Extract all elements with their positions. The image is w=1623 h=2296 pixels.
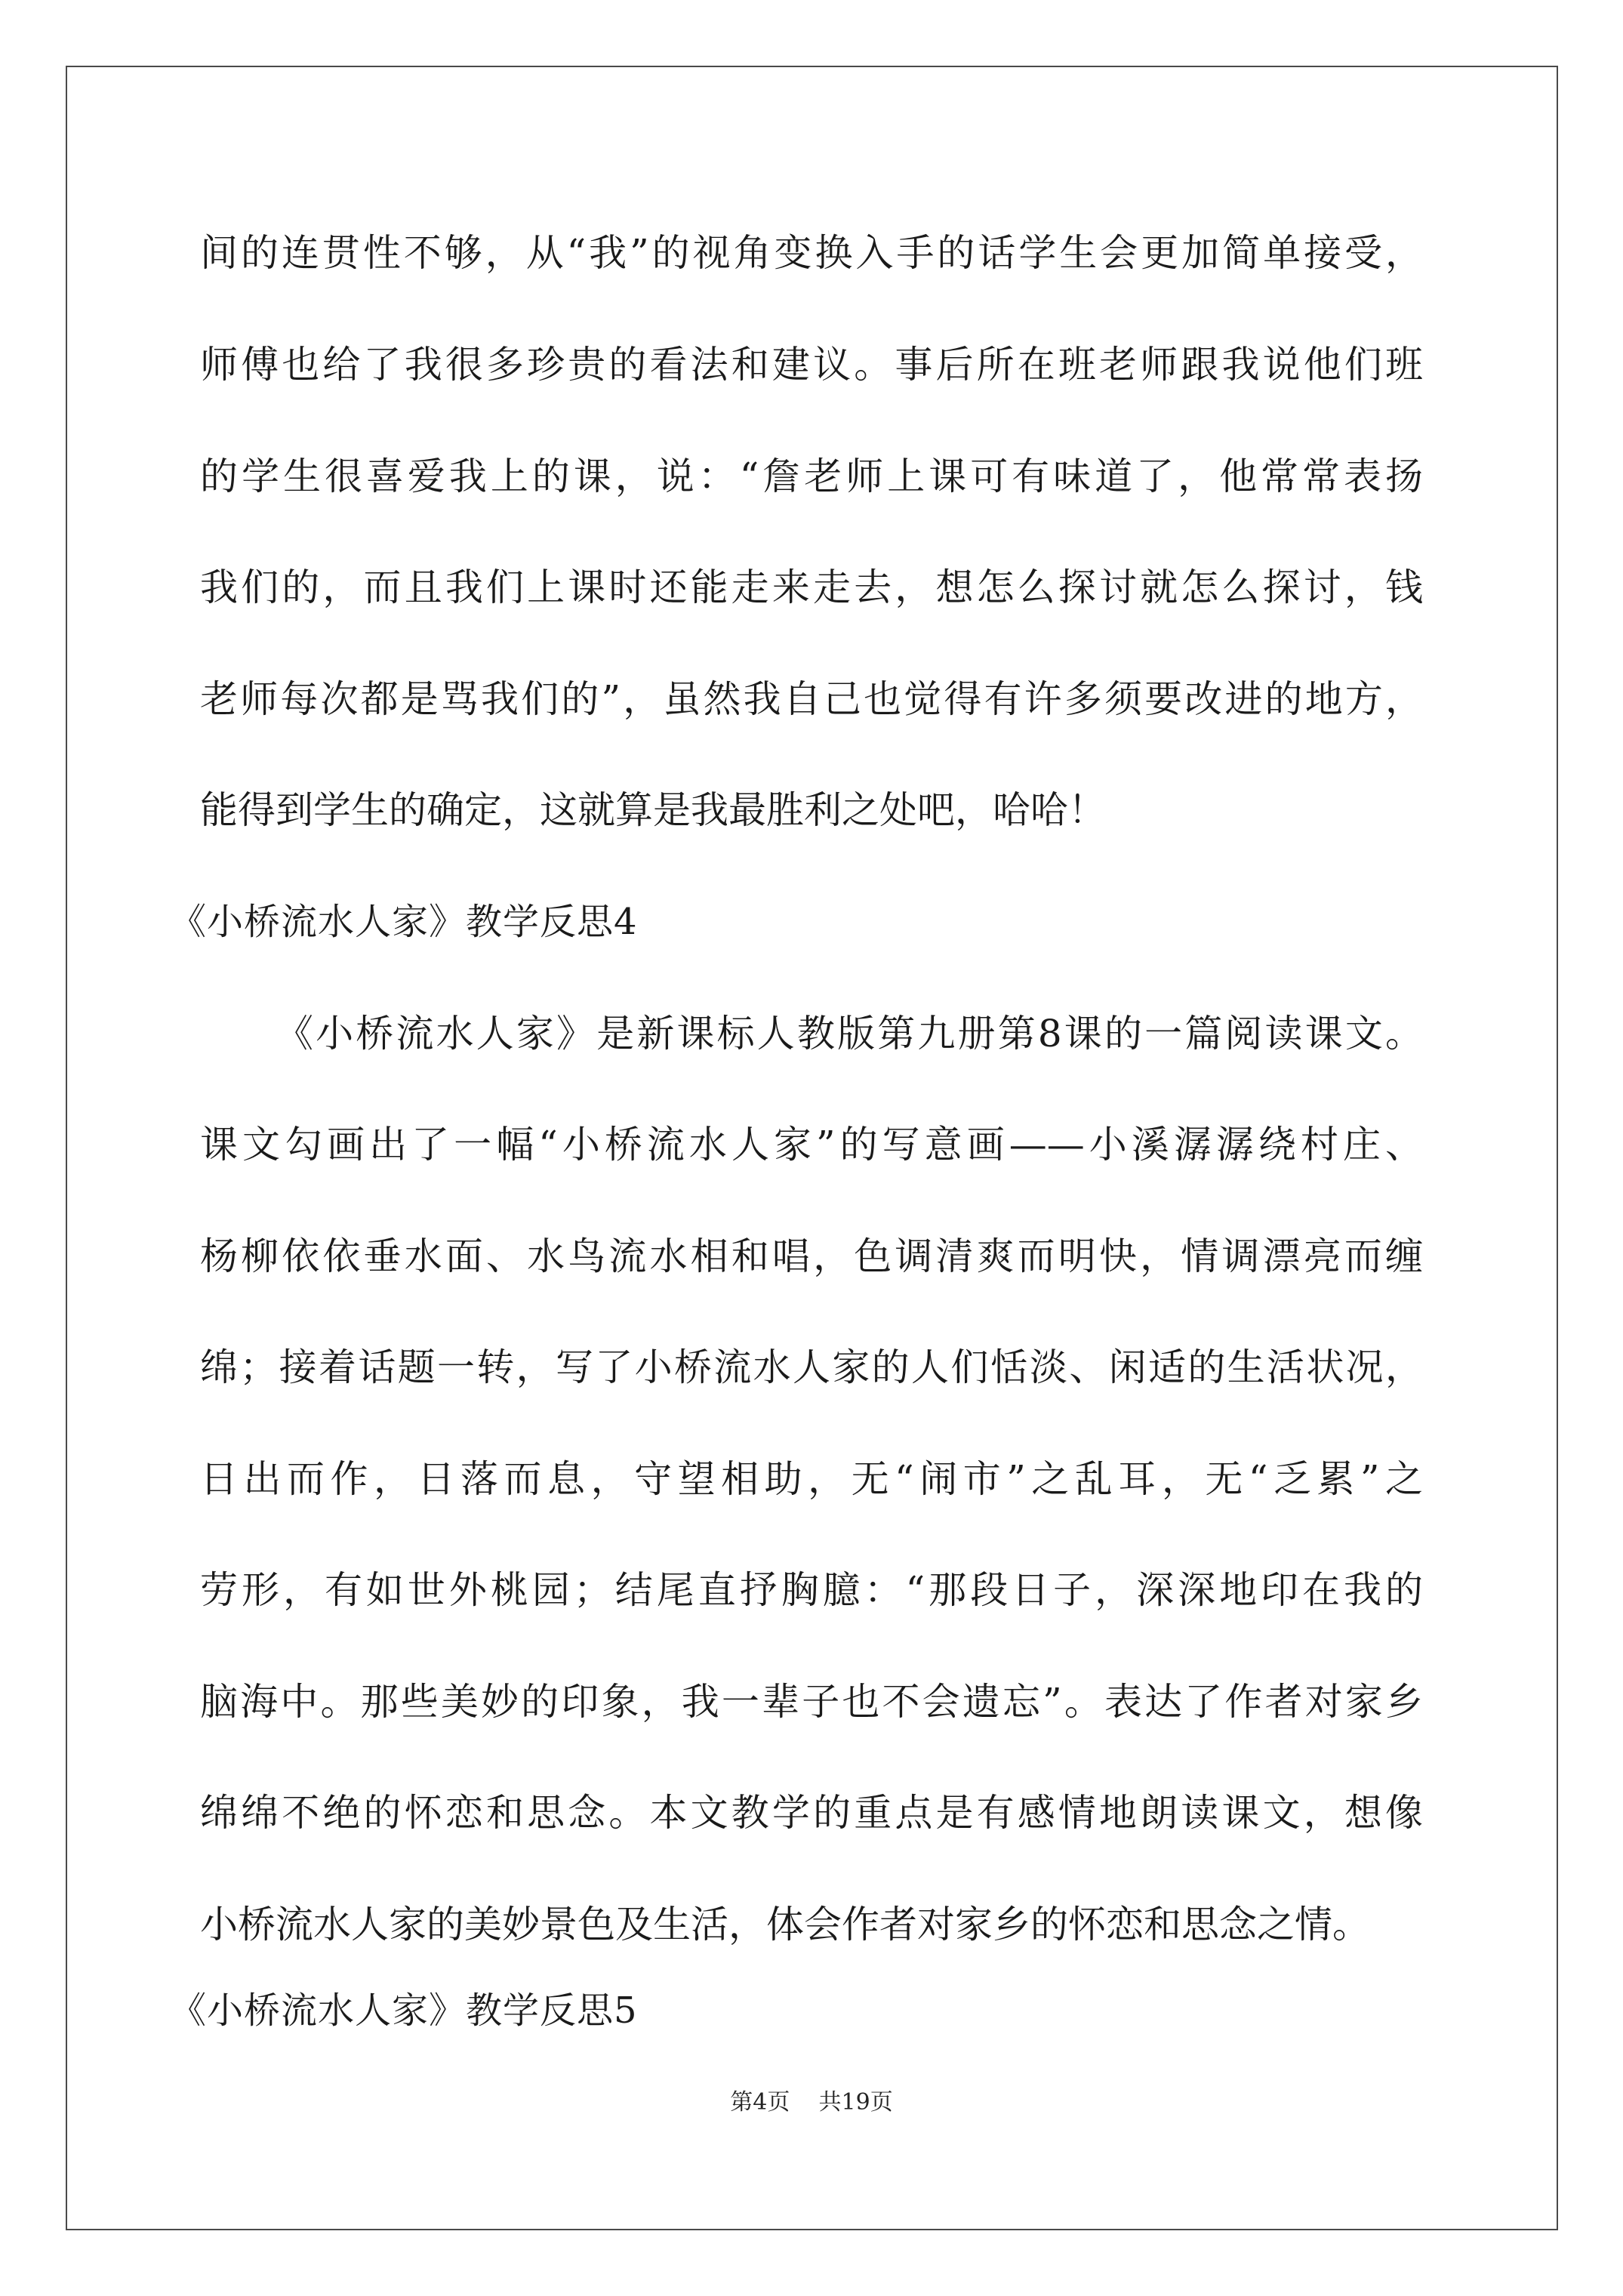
page-footer xyxy=(0,2084,1623,2122)
body-line: 杨柳依依垂水面、水鸟流水相和唱，色调清爽而明快，情调漂亮而缠 xyxy=(200,1234,1423,1278)
body-line: 劳形，有如世外桃园；结尾直抒胸臆：“那段日子，深深地印在我的 xyxy=(200,1568,1423,1612)
body-line: 脑海中。那些美妙的印象，我一辈子也不会遗忘”。表达了作者对家乡 xyxy=(200,1680,1423,1724)
body-line: 间的连贯性不够，从“我”的视角变换入手的话学生会更加简单接受， xyxy=(200,231,1423,275)
section-heading: 《小桥流水人家》教学反思4 xyxy=(170,901,638,943)
body-line: 日出而作，日落而息，守望相助，无“闹市”之乱耳，无“乏累”之 xyxy=(200,1457,1423,1501)
body-line: 师傅也给了我很多珍贵的看法和建议。事后所在班老师跟我说他们班 xyxy=(200,343,1423,387)
body-line: 小桥流水人家的美妙景色及生活，体会作者对家乡的怀恋和思念之情。 xyxy=(200,1903,1370,1946)
body-line: 老师每次都是骂我们的”，虽然我自己也觉得有许多须要改进的地方， xyxy=(200,677,1423,721)
body-line: 课文勾画出了一幅“小桥流水人家”的写意画——小溪潺潺绕村庄、 xyxy=(200,1123,1423,1166)
body-line: 绵绵不绝的怀恋和思念。本文教学的重点是有感情地朗读课文，想像 xyxy=(200,1791,1423,1835)
section-heading: 《小桥流水人家》教学反思5 xyxy=(170,1989,638,2032)
body-line: 能得到学生的确定，这就算是我最胜利之处吧，哈哈！ xyxy=(200,788,1106,832)
body-line: 绵；接着话题一转，写了小桥流水人家的人们恬淡、闲适的生活状况， xyxy=(200,1345,1423,1389)
body-line: 《小桥流水人家》是新课标人教版第九册第8课的一篇阅读课文。 xyxy=(276,1012,1423,1056)
body-line: 的学生很喜爱我上的课，说：“詹老师上课可有味道了，他常常表扬 xyxy=(200,455,1423,498)
total-pages: 共19页 xyxy=(818,2089,893,2116)
page-number: 第4页 xyxy=(730,2089,790,2116)
body-line: 我们的，而且我们上课时还能走来走去，想怎么探讨就怎么探讨，钱 xyxy=(200,566,1423,609)
